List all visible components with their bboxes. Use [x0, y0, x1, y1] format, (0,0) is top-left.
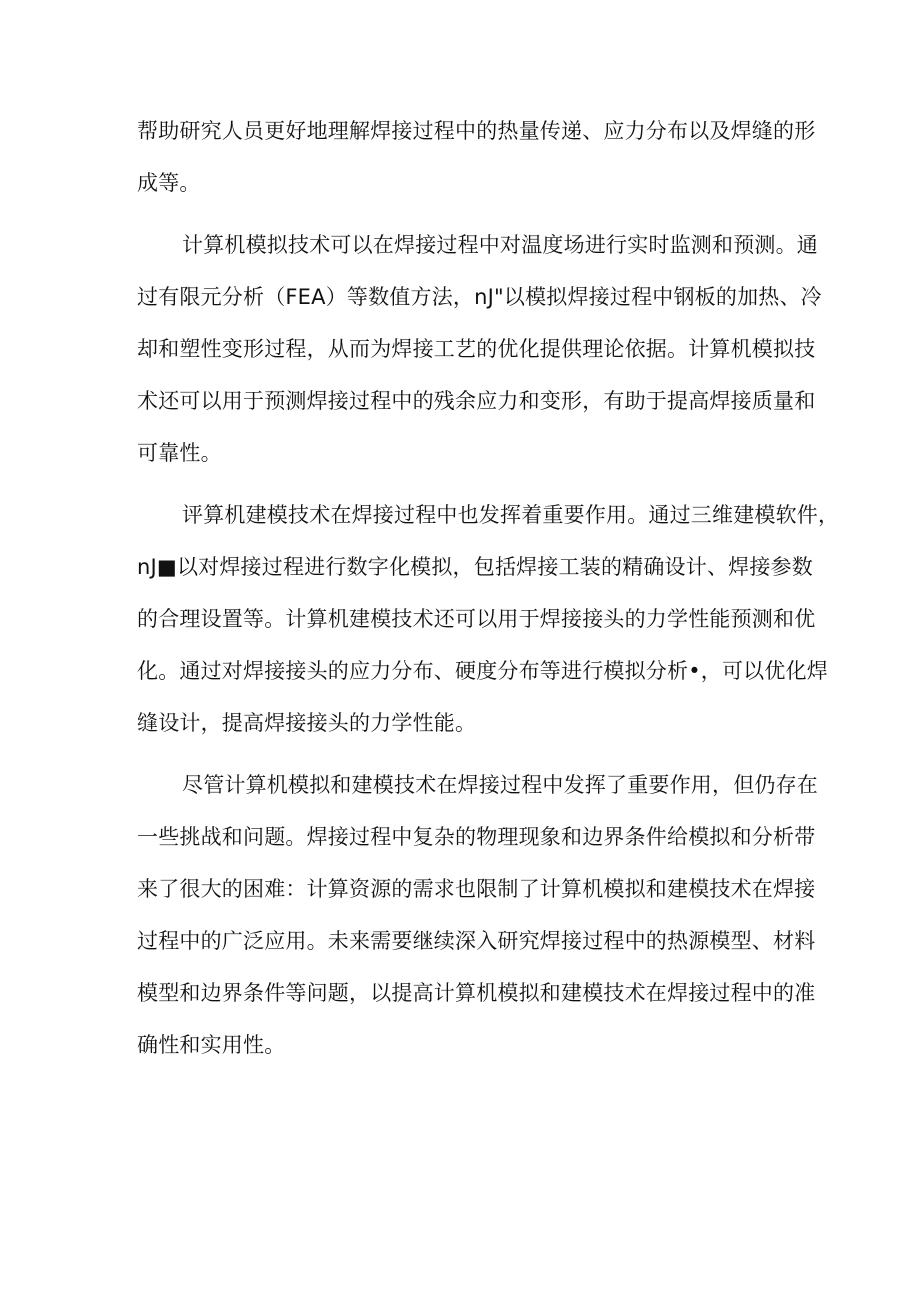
- text-line: 过有限元分析（FEA）等数值方法，nJ"以模拟焊接过程中钢板的加热、冷: [137, 285, 822, 309]
- paragraph-challenges: [137, 759, 818, 1071]
- text-line: 一些挑战和问题。焊接过程中复杂的物理现象和边界条件给模拟和分析带: [137, 825, 816, 849]
- text-line: 术还可以用于预测焊接过程中的残余应力和变形，有助于提高焊接质量和: [137, 389, 816, 413]
- text-line: 过程中的广泛应用。未来需要继续深入研究焊接过程中的热源模型、材料: [137, 929, 816, 953]
- text-line: 缝设计，提高焊接接头的力学性能。: [137, 711, 477, 735]
- paragraph-simulation: [137, 219, 822, 479]
- text-line: 计算机模拟技术可以在焊接过程中对温度场进行实时监测和预测。通: [182, 233, 818, 257]
- text-line: 来了很大的困难：计算资源的需求也限制了计算机模拟和建模技术在焊接: [137, 877, 816, 901]
- text-line: 评算机建模技术在焊接过程中也发挥着重要作用。通过三维建模软件，: [182, 503, 840, 527]
- text-line: 确性和实用性。: [137, 1033, 286, 1057]
- text-line: 帮助研究人员更好地理解焊接过程中的热量传递、应力分布以及焊缝的形: [137, 119, 816, 143]
- paragraph-continuation: [137, 105, 816, 209]
- paragraph-modeling: [137, 489, 840, 749]
- text-line: 模型和边界条件等问题，以提高计算机模拟和建模技术在焊接过程中的准: [137, 981, 816, 1005]
- text-line: 却和塑性变形过程，从而为焊接工艺的优化提供理论依据。计算机模拟技: [137, 337, 816, 361]
- text-line: 成等。: [137, 171, 201, 195]
- document-body: [137, 105, 840, 1081]
- text-line: 可靠性。: [137, 441, 222, 465]
- text-line: nJ■以对焊接过程进行数字化模拟，包括焊接工装的精确设计、焊接参数: [137, 555, 813, 579]
- text-line: 化。通过对焊接接头的应力分布、硬度分布等进行模拟分析•，可以优化焊: [137, 659, 828, 683]
- text-line: 尽管计算机模拟和建模技术在焊接过程中发挥了重要作用，但仍存在: [182, 773, 818, 797]
- text-line: 的合理设置等。计算机建模技术还可以用于焊接接头的力学性能预测和优: [137, 607, 816, 631]
